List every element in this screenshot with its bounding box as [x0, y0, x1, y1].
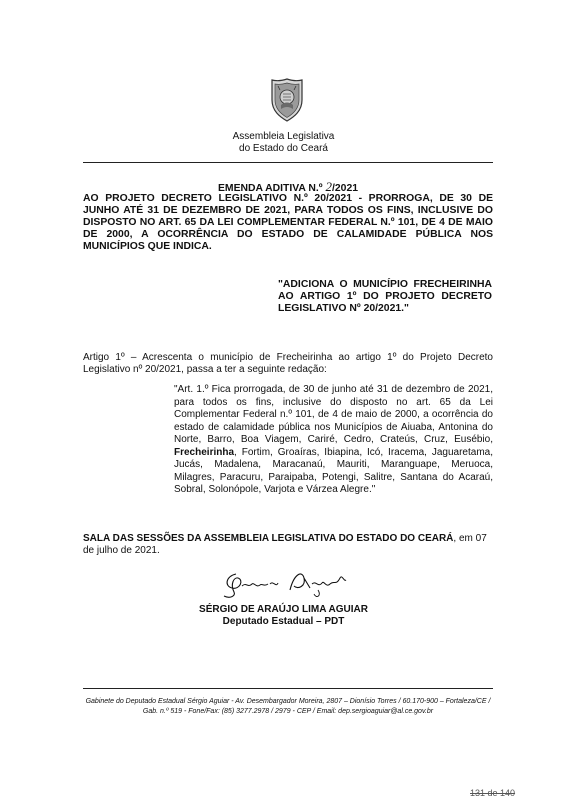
amendment-title-prefix: EMENDA ADITIVA N.º — [217, 183, 323, 194]
session-hall-dateline — [83, 533, 493, 557]
session-hall-name: SALA DAS SESSÕES DA ASSEMBLEIA LEGISLATIVA DO ESTADO DO CEARÁ — [83, 533, 454, 544]
page-number: 131 de 140 — [470, 788, 516, 798]
handwritten-signature — [218, 566, 350, 600]
session-date: , em 07 de julho de 2021. — [83, 533, 487, 556]
amendment-clause: "ADICIONA O MUNICÍPIO FRECHEIRINHA AO ARTIGO 1º DO PROJETO DECRETO LEGISLATIVO Nº 20/2021." — [278, 279, 492, 314]
coat-of-arms-logo — [270, 78, 304, 122]
quote-highlighted-municipality: Frecheirinha — [174, 446, 235, 458]
office-contact-footer: Gabinete do Deputado Estadual Sérgio Aguiar - Av. Desembargador Moreira, 2807 – Dionísio Torres / 60.170-900 – Fortaleza/CE / Gab. n.º 519 - Fone/Fax: (85) 3277.2978 / 2979 - CEP / Email: dep.sergioaguiar@al.ce.gov.br — [85, 698, 491, 715]
article-1-intro: Artigo 1º – Acrescenta o município de Frecheirinha ao artigo 1º do Projeto Decreto Legislativo nº 20/2021, passa a ter a seguinte redação: — [83, 352, 493, 375]
amendment-ementa: AO PROJETO DECRETO LEGISLATIVO N.º 20/2021 - PRORROGA, DE 30 DE JUNHO ATÉ 31 DE DEZEMBRO DE 2021, PARA TODOS OS FINS, INCLUSIVE DO DISPOSTO NO ART. 65 DA LEI COMPLEMENTAR FEDERAL N.º 101, DE 4 DE MAIO DE 2000, A OCORRÊNCIA DO ESTADO DE CALAMIDADE PÚBLICA NOS MUNICÍPIOS QUE INDICA. — [83, 193, 493, 252]
header-divider — [83, 162, 493, 163]
quote-part-1: "Art. 1.º Fica prorrogada, de 30 de junho até 31 de dezembro de 2021, para todos os fins, inclusive do disposto no art. 65 da Lei Complementar Federal n.º 101, de 4 de maio de 2000, a ocorrência do estado de calamidade pública nos Municípios de Aiuaba, Antonina do Norte, Barro, Boa Viagem, Cariré, Cedro, Crateús, Cruz, Eusébio, — [174, 384, 493, 445]
signer-name: SÉRGIO DE ARAÚJO LIMA AGUIAR — [199, 604, 368, 615]
institution-name: Assembleia Legislativa — [232, 131, 335, 142]
signer-role: Deputado Estadual – PDT — [222, 616, 345, 627]
institution-state: do Estado do Ceará — [239, 143, 328, 154]
footer-divider — [83, 688, 493, 689]
article-1-quoted-text — [174, 384, 493, 497]
amendment-title-suffix: /2021 — [332, 183, 359, 194]
amendment-number: 2 — [325, 179, 332, 194]
quote-part-2: , Fortim, Groaíras, Ibiapina, Icó, Iracema, Jaguaretama, Jucás, Madalena, Maracanaú, Mauriti, Maranguape, Meruoca, Milagres, Paracuru, Paraipaba, Potengi, Salitre, Santana do Acaraú, Sobral, Solonópole, Varjota e Várzea Alegre." — [174, 446, 493, 495]
